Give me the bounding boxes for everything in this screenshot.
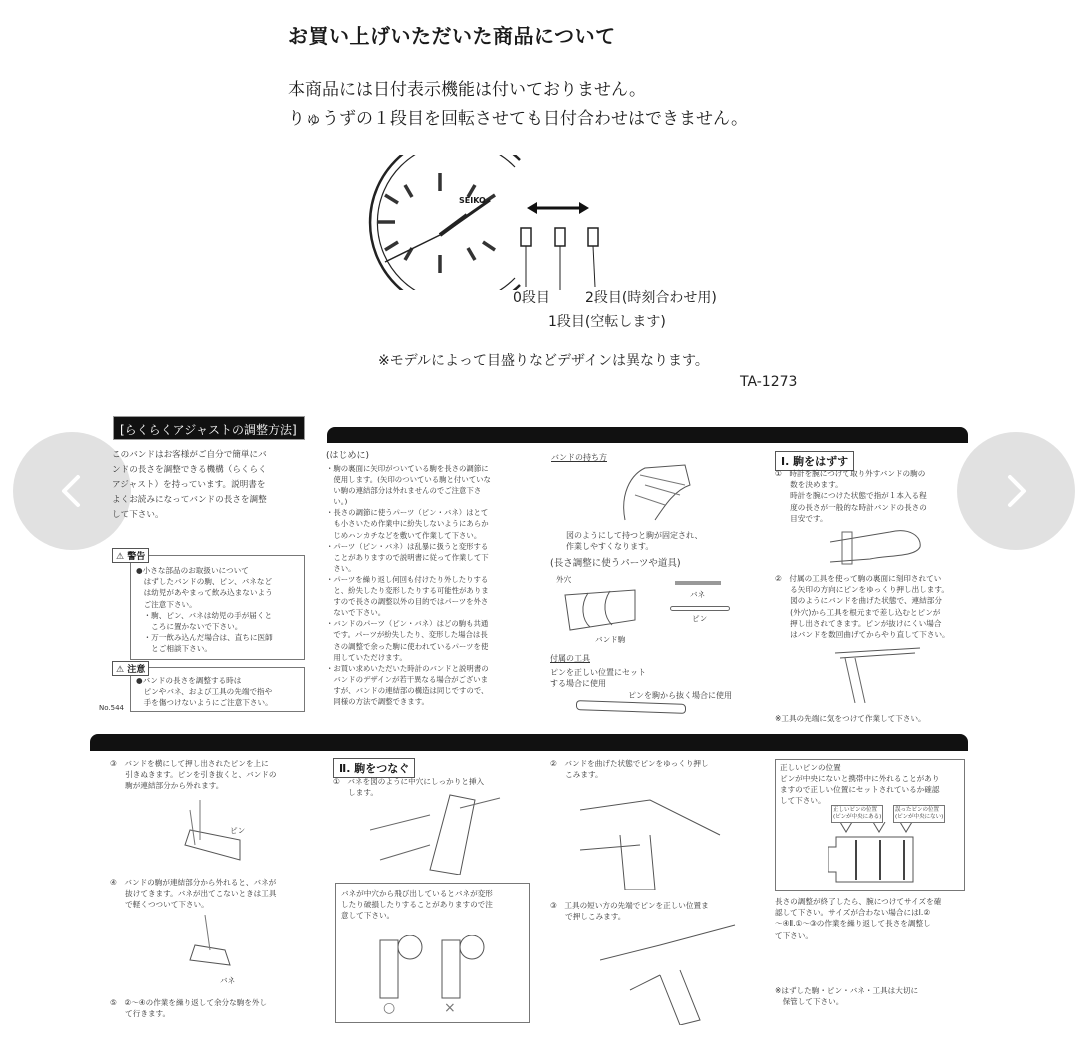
crown-position-1: 1段目(空転します) [548,314,666,330]
crown-position-2: 2段目(時刻合わせ用) [585,290,717,306]
spring-illustration [675,581,721,585]
label-outer-hole: 外穴 [556,575,572,584]
tool-set-usage: ピンを正しい位置にセット する場合に使用 [550,668,646,689]
intro-notes: ・駒の裏面に矢印がついている駒を長さの調節に 使用します。(矢印のついている駒と付いていな い駒の連結部分は外れませんのでご注意下さ い。) ・長さの調節に使うパーツ（ピン・バネ）はとて も小さいため作業中に紛失しないようにあらか じめハンカチなどを敷いて作業して下さい。 ・パーツ（ピン・バネ）は乱暴に扱うと変形する ことがありますので説明書に従って作業して下 さい。 ・パーツを繰り返し何回も付けたり外したりする と、紛失したり変形したりする可能性がありま すので長さの調整以外の目的ではパーツを外さ ないで下さい。 ・バンドのパーツ（ピン・バネ）はどの駒も共通 です。パーツが紛失したり、変形した場合は長 さの調整で余った駒に使われているパーツを使 用していただけます。 ・お買い求めいただいた時計のバンドと説明書の バンドのデザインが若干異なる場合がございま すが、バンドの連結部の構造は同じですので、 同様の方法で調整できます。 [326,464,491,706]
pin-position-text: ピンが中央にないと携帯中に外れることがあり ますので正しい位置にセットされているか確認 して下さい。 [780,774,940,806]
label-spring: バネ [690,590,706,599]
parts-heading: (長さ調整に使うパーツや道具) [550,558,681,569]
section-remove-links: Ⅰ. 駒をはずす [775,451,854,471]
next-image-button[interactable] [957,432,1075,550]
pin-position-illustration [828,822,918,884]
tool-caution: ※工具の先端に気をつけて作業して下さい。 [775,714,926,723]
label-spring-removed: バネ [220,976,236,985]
pin-set-illustration [600,920,740,1025]
correct-pin-label: 正しいピンの位置 (ピンが中央にある) [831,805,883,823]
caution-label: ⚠ 注意 [112,661,149,676]
correct-mark: ○ [383,1000,396,1016]
caution-label-text: 注意 [127,665,146,675]
pin-position-heading: 正しいピンの位置 [780,763,841,772]
holding-text: 図のようにして持つと駒が固定され、 作業しやすくなります。 [566,531,703,552]
document-code: TA-1273 [740,374,798,390]
step-2-3: ③ 工具の短い方の先端でピンを正しい位置ま で押しこみます。 [550,901,709,922]
tool-heading: 付属の工具 [550,654,590,663]
incorrect-pin-label: 誤ったピンの位置 (ピンが中央にない) [893,805,945,823]
holding-heading: バンドの持ち方 [551,453,607,462]
spring-removal-illustration [185,915,235,970]
header-bar [327,427,968,443]
watch-brand-logo: SEIKO [459,196,486,205]
tool-remove-usage: ピンを駒から抜く場合に使用 [628,691,732,700]
pin-illustration [670,606,730,611]
spring-incorrect-illustration [437,935,487,1000]
step-1-2: ② 付属の工具を使って駒の裏面に刻印されてい る矢印の方向にピンをゆっくり押し出します。 図のようにバンドを曲げた状態で、連結部分 (外穴)から工具を根元まで差し込むとピンが 押し出されてきます。ピンが抜けにくい場合 はバンドを数回曲げてからやり直して下さい。 [775,574,950,640]
storage-note: ※はずした駒・ピン・バネ・工具は大切に 保管して下さい。 [775,986,919,1007]
watch-diagram [355,155,625,290]
step-2-1: ① バネを図のように中穴にしっかりと挿入 します。 [333,777,485,798]
warning-label: ⚠ 警告 [112,548,149,563]
label-pin-removed: ピン [230,826,246,835]
design-note: ※モデルによって目盛りなどデザインは異なります。 [378,353,709,369]
label-band-link: バンド駒 [595,635,626,644]
page-title: お買い上げいただいた商品について [288,24,616,48]
caution-text: ●バンドの長さを調整する時は ピンやバネ、および工具の先端で指や 手を傷つけないようにご注意下さい。 [136,676,273,708]
manual-lead: このバンドはお客様がご自分で簡単にバ ンドの長さを調整できる機構（らくらく アジャスト）を持っています。説明書を よくお読みになってバンドの長さを調整 して下さい。 [112,450,267,520]
step-1-4: ④ バンドの駒が連結部分から外れると、バネが 抜けてきます。バネが出てこないときは工具 で軽くつついて下さい。 [110,878,277,910]
band-link-illustration [560,585,640,635]
pin-push-illustration [580,790,725,890]
step-1-5: ⑤ ②～④の作業を繰り返して余分な駒を外し て行きます。 [110,998,268,1019]
wrist-illustration [830,527,925,567]
chevron-right-icon [996,471,1036,511]
tool-insert-illustration [830,643,925,703]
warning-text: ●小さな部品のお取扱いについて はずしたバンドの駒、ピン、バネなど は幼児があやまって飲み込まないよう ご注意下さい。 ・駒、ピン、バネは幼児の手が届くと ころに置かないで下さい。 ・万一飲み込んだ場合は、直ちに医師 とご相談下さい。 [136,566,273,654]
label-pin: ピン [692,614,708,623]
step-2-2: ② バンドを曲げた状態でピンをゆっくり押し こみます。 [550,759,709,780]
document-number: No.544 [99,704,124,712]
section-connect-links: Ⅱ. 駒をつなぐ [333,758,415,778]
finish-text: 長さの調整が終了したら、腕につけてサイズを確 認して下さい。サイズが合わない場合にはⅠ.② ～④Ⅱ.①～③の作業を繰り返して長さを調整し て下さい。 [775,897,942,940]
spring-correct-illustration [375,935,425,1000]
spring-insert-illustration [370,790,510,875]
warning-label-text: 警告 [127,552,146,562]
tool-illustration [576,700,686,714]
spring-warning-text: バネが中穴から飛び出しているとバネが変形 したり破損したりすることがありますので注 意して下さい。 [341,889,493,921]
manual-title: [らくらくアジャストの調整方法] [113,416,305,440]
incorrect-mark: × [444,1000,456,1016]
intro-heading: (はじめに) [326,451,370,461]
crown-position-0: 0段目 [513,290,550,306]
divider-bar [90,734,968,751]
hand-holding-illustration [615,460,695,522]
step-1-3: ③ バンドを横にして押し出されたピンを上に 引きぬきます。ピンを引き抜くと、バンドの 駒が連結部分から外れます。 [110,759,277,791]
step-1-1: ① 時計を腕につけて取り外すバンドの駒の 数を決めます。 時計を腕につけた状態で指が１本入る程 度の長さが一般的な時計バンドの長さの 目安です。 [775,469,927,523]
chevron-left-icon [52,471,92,511]
intro-text: 本商品には日付表示機能は付いておりません。 りゅうずの１段目を回転させても日付合わせはできません。 [288,80,749,129]
